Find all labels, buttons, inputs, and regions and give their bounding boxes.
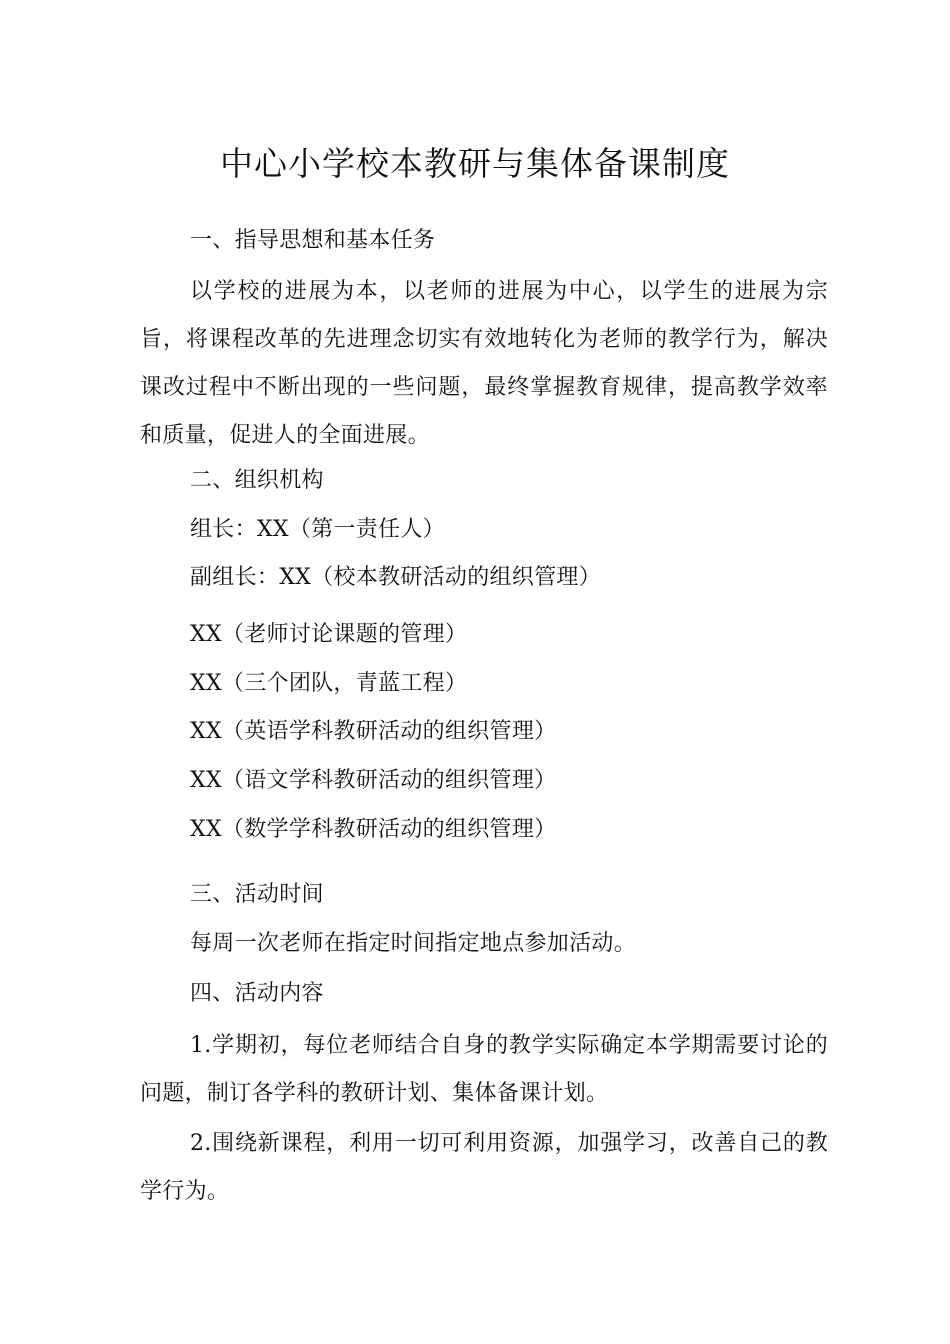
section-body-activity-time: 每周一次老师在指定时间指定地点参加活动。 bbox=[190, 931, 637, 956]
section-heading-guiding-ideas: 一、指导思想和基本任务 bbox=[190, 228, 436, 253]
activity-item-2: 2.围绕新课程，利用一切可利用资源，加强学习，改善自己的教学行为。 bbox=[140, 1131, 828, 1204]
org-member: XX（英语学科教研活动的组织管理） bbox=[190, 719, 557, 744]
document-title: 中心小学校本教研与集体备课制度 bbox=[220, 144, 730, 183]
section-heading-activity-content: 四、活动内容 bbox=[190, 981, 324, 1006]
org-member: XX（老师讨论课题的管理） bbox=[190, 622, 468, 647]
activity-item-1: 1.学期初，每位老师结合自身的教学实际确定本学期需要讨论的问题，制订各学科的教研计划、集体备课计划。 bbox=[140, 1033, 828, 1106]
section-body-guiding-ideas: 以学校的进展为本，以老师的进展为中心，以学生的进展为宗旨，将课程改革的先进理念切实有效地转化为老师的教学行为，解决课改过程中不断出现的一些问题，最终掌握教育规律，提高教学效率和质量，促进人的全面进展。 bbox=[140, 279, 828, 448]
org-leader: 组长：XX（第一责任人） bbox=[190, 517, 445, 542]
org-member: XX（语文学科教研活动的组织管理） bbox=[190, 768, 557, 793]
org-member: XX（三个团队，青蓝工程） bbox=[190, 671, 468, 696]
section-heading-activity-time: 三、活动时间 bbox=[190, 882, 324, 907]
section-heading-organization: 二、组织机构 bbox=[190, 468, 324, 493]
org-deputy-leader: 副组长：XX（校本教研活动的组织管理） bbox=[190, 565, 602, 590]
org-member: XX（数学学科教研活动的组织管理） bbox=[190, 817, 557, 842]
